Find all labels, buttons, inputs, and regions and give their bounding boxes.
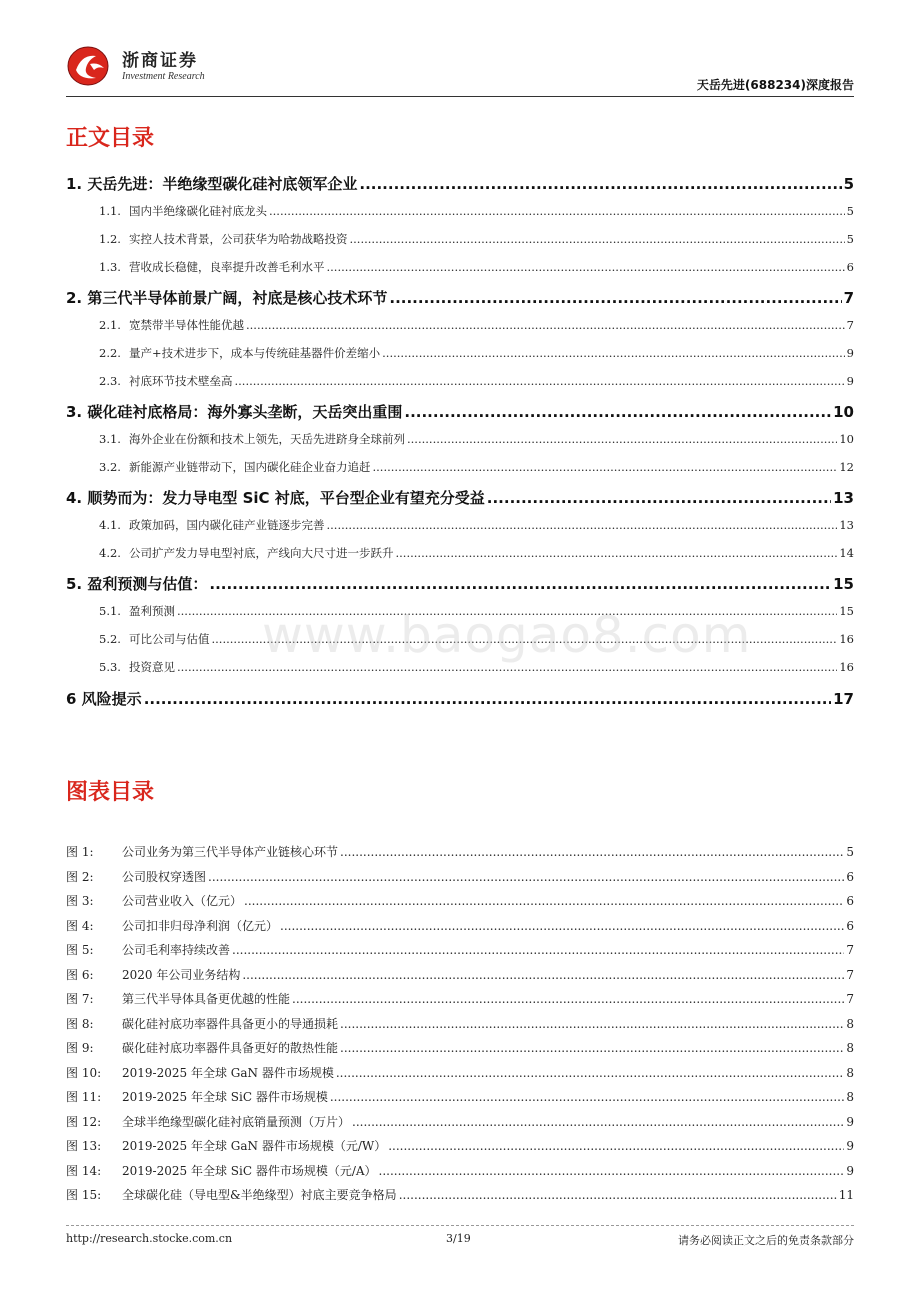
toc-entry-number: 4.1. bbox=[99, 518, 121, 532]
toc-entry-page: 7 bbox=[843, 289, 854, 307]
figure-page: 6 bbox=[846, 869, 854, 884]
figure-entry[interactable] bbox=[66, 990, 854, 1008]
dot-leader bbox=[396, 546, 838, 560]
figure-title: 公司业务为第三代半导体产业链核心环节 bbox=[122, 845, 339, 859]
footer-url[interactable]: http://research.stocke.com.cn bbox=[66, 1232, 233, 1245]
toc-entry-number: 5.1. bbox=[99, 604, 121, 618]
toc-entry-title: 国内半绝缘碳化硅衬底龙头 bbox=[129, 204, 267, 218]
toc-entry-title: 投资意见 bbox=[129, 660, 175, 674]
toc-entry-page: 10 bbox=[839, 432, 854, 446]
toc-entry-number: 1.1. bbox=[99, 204, 121, 218]
figure-entry[interactable] bbox=[66, 1015, 854, 1033]
figure-label: 图 15: bbox=[66, 1188, 102, 1202]
header-divider bbox=[66, 96, 854, 97]
toc-entry-title: 公司扩产发力导电型衬底，产线向大尺寸进一步跃升 bbox=[129, 546, 394, 560]
dot-leader bbox=[336, 1066, 845, 1080]
figure-title: 第三代半导体具备更优越的性能 bbox=[122, 992, 291, 1006]
figure-entry[interactable] bbox=[66, 843, 854, 861]
toc-entry-title: 实控人技术背景，公司获华为哈勃战略投资 bbox=[129, 232, 348, 246]
toc-entry-number: 4. bbox=[66, 489, 83, 507]
toc-entry-number: 3.1. bbox=[99, 432, 121, 446]
toc-entry-page: 17 bbox=[833, 690, 854, 708]
toc-entry-title: 宽禁带半导体性能优越 bbox=[129, 318, 244, 332]
company-logo-icon bbox=[66, 44, 114, 88]
figure-title: 2019-2025 年全球 SiC 器件市场规模 bbox=[122, 1090, 328, 1104]
dot-leader bbox=[269, 204, 845, 218]
dot-leader bbox=[280, 919, 844, 933]
toc-entry-number: 1. bbox=[66, 175, 83, 193]
figure-entry[interactable] bbox=[66, 892, 854, 910]
toc-entry-page: 16 bbox=[839, 660, 854, 674]
toc-entry-page: 6 bbox=[846, 260, 854, 274]
dot-leader bbox=[292, 992, 844, 1006]
toc-entry-number: 2. bbox=[66, 289, 83, 307]
figure-label: 图 12: bbox=[66, 1114, 102, 1129]
dot-leader bbox=[144, 690, 831, 708]
figure-entry[interactable] bbox=[66, 1113, 854, 1131]
dot-leader bbox=[399, 1188, 837, 1202]
toc-chapter-entry[interactable] bbox=[66, 573, 854, 595]
figure-page: 11 bbox=[838, 1188, 854, 1202]
toc-entry-number: 5.3. bbox=[99, 660, 121, 674]
dot-leader bbox=[244, 894, 844, 908]
figure-label: 图 13: bbox=[66, 1139, 102, 1153]
page-header bbox=[66, 42, 854, 98]
figure-label: 图 10: bbox=[66, 1065, 102, 1080]
figure-title: 公司股权穿透图 bbox=[122, 869, 207, 884]
figure-entry[interactable] bbox=[66, 1064, 854, 1082]
toc-entry-title: 海外企业在份额和技术上领先，天岳先进跻身全球前列 bbox=[129, 432, 405, 446]
figure-entry[interactable] bbox=[66, 1088, 854, 1106]
watermark: www.baogao8.com bbox=[262, 606, 752, 664]
dot-leader bbox=[404, 403, 831, 421]
toc-entry-number: 6 bbox=[66, 690, 77, 708]
toc-entry-page: 13 bbox=[839, 518, 854, 532]
figure-title: 2019-2025 年全球 GaN 器件市场规模（元/W） bbox=[122, 1139, 387, 1153]
dot-leader bbox=[208, 870, 844, 884]
toc-entry-page: 15 bbox=[833, 575, 854, 593]
toc-entry-title: 新能源产业链带动下，国内碳化硅企业奋力追赶 bbox=[129, 460, 371, 474]
figure-page: 9 bbox=[846, 1163, 854, 1178]
footer-disclaimer: 请务必阅读正文之后的免责条款部分 bbox=[678, 1234, 854, 1247]
toc-section-entry[interactable] bbox=[66, 373, 854, 391]
dot-leader bbox=[389, 289, 841, 307]
figure-page: 9 bbox=[846, 1139, 854, 1153]
brand-subtitle: Investment Research bbox=[122, 71, 205, 82]
figure-entry[interactable] bbox=[66, 917, 854, 935]
figure-page: 5 bbox=[846, 845, 854, 859]
toc-entry-number: 3. bbox=[66, 403, 83, 421]
figure-page: 7 bbox=[846, 943, 854, 957]
toc-entry-page: 12 bbox=[839, 460, 854, 474]
dot-leader bbox=[232, 943, 844, 957]
toc-entry-number: 2.1. bbox=[99, 318, 121, 332]
figure-title: 全球半绝缘型碳化硅衬底销量预测（万片） bbox=[122, 1114, 351, 1129]
figure-page: 9 bbox=[846, 1114, 854, 1129]
toc-entry-page: 9 bbox=[846, 374, 854, 388]
toc-entry-page: 5 bbox=[843, 175, 854, 193]
toc-section-entry[interactable] bbox=[66, 345, 854, 363]
toc-entry-title: 盈利预测与估值： bbox=[87, 575, 208, 593]
toc-entry-page: 7 bbox=[846, 318, 854, 332]
dot-leader bbox=[340, 1017, 844, 1031]
dot-leader bbox=[327, 260, 845, 274]
footer-divider bbox=[66, 1225, 854, 1226]
toc-entry-title: 第三代半导体前景广阔，衬底是核心技术环节 bbox=[87, 289, 388, 307]
figure-title: 公司扣非归母净利润（亿元） bbox=[122, 918, 279, 933]
toc-entry-title: 营收成长稳健，良率提升改善毛利水平 bbox=[129, 260, 325, 274]
figure-page: 8 bbox=[846, 1016, 854, 1031]
figure-title: 2020 年公司业务结构 bbox=[122, 967, 241, 982]
dot-leader bbox=[382, 346, 845, 360]
figure-title: 碳化硅衬底功率器件具备更小的导通损耗 bbox=[122, 1016, 339, 1031]
toc-chapter-entry[interactable] bbox=[66, 487, 854, 509]
figure-label: 图 5: bbox=[66, 943, 94, 957]
dot-leader bbox=[379, 1164, 845, 1178]
dot-leader bbox=[407, 432, 837, 446]
figure-list-heading: 图表目录 bbox=[66, 780, 155, 805]
toc-entry-title: 顺势而为：发力导电型 SiC 衬底，平台型企业有望充分受益 bbox=[87, 489, 485, 507]
dot-leader bbox=[388, 1139, 844, 1153]
dot-leader bbox=[327, 518, 838, 532]
dot-leader bbox=[373, 460, 838, 474]
figure-page: 6 bbox=[846, 918, 854, 933]
toc-entry-page: 14 bbox=[839, 546, 854, 560]
dot-leader bbox=[352, 1115, 844, 1129]
figure-label: 图 3: bbox=[66, 894, 94, 908]
figure-entry[interactable] bbox=[66, 941, 854, 959]
toc-section-entry[interactable] bbox=[66, 317, 854, 335]
toc-entry-number: 1.2. bbox=[99, 232, 121, 246]
figure-title: 2019-2025 年全球 GaN 器件市场规模 bbox=[122, 1065, 334, 1080]
toc-chapter-entry[interactable] bbox=[66, 401, 854, 423]
figure-entry[interactable] bbox=[66, 1162, 854, 1180]
figure-label: 图 11: bbox=[66, 1090, 102, 1104]
figure-entry[interactable] bbox=[66, 1137, 854, 1155]
toc-chapter-entry[interactable] bbox=[66, 688, 854, 710]
figure-label: 图 8: bbox=[66, 1016, 94, 1031]
toc-heading: 正文目录 bbox=[66, 126, 155, 151]
toc-entry-title: 衬底环节技术壁垒高 bbox=[129, 374, 233, 388]
dot-leader bbox=[350, 232, 845, 246]
dot-leader bbox=[235, 374, 845, 388]
toc-chapter-entry[interactable] bbox=[66, 173, 854, 195]
figure-label: 图 14: bbox=[66, 1163, 102, 1178]
dot-leader bbox=[209, 575, 831, 593]
toc-entry-page: 16 bbox=[839, 632, 854, 646]
toc-section-entry[interactable] bbox=[66, 431, 854, 449]
brand-name: 浙商证券 bbox=[122, 51, 198, 71]
toc-entry-page: 15 bbox=[839, 604, 854, 618]
figure-entry[interactable] bbox=[66, 966, 854, 984]
toc-entry-title: 天岳先进：半绝缘型碳化硅衬底领军企业 bbox=[87, 175, 358, 193]
toc-entry-title: 风险提示 bbox=[81, 690, 142, 708]
toc-entry-page: 5 bbox=[846, 204, 854, 218]
figure-label: 图 7: bbox=[66, 992, 94, 1006]
toc-entry-number: 1.3. bbox=[99, 260, 121, 274]
dot-leader bbox=[242, 968, 844, 982]
toc-entry-title: 可比公司与估值 bbox=[129, 632, 210, 646]
figure-page: 7 bbox=[846, 967, 854, 982]
figure-entry[interactable] bbox=[66, 1186, 854, 1204]
toc-entry-page: 13 bbox=[833, 489, 854, 507]
figure-page: 8 bbox=[846, 1041, 854, 1055]
figure-page: 7 bbox=[846, 992, 854, 1006]
figure-label: 图 2: bbox=[66, 869, 94, 884]
toc-section-entry[interactable] bbox=[66, 259, 854, 277]
toc-entry-number: 2.2. bbox=[99, 346, 121, 360]
figure-page: 6 bbox=[846, 894, 854, 908]
report-title: 天岳先进(688234)深度报告 bbox=[696, 78, 854, 92]
toc-entry-title: 碳化硅衬底格局：海外寡头垄断，天岳突出重围 bbox=[87, 403, 403, 421]
toc-entry-page: 10 bbox=[833, 403, 854, 421]
toc-entry-page: 9 bbox=[846, 346, 854, 360]
toc-entry-number: 5.2. bbox=[99, 632, 121, 646]
toc-entry-title: 政策加码，国内碳化硅产业链逐步完善 bbox=[129, 518, 325, 532]
figure-entry[interactable] bbox=[66, 868, 854, 886]
toc-section-entry[interactable] bbox=[66, 203, 854, 221]
dot-leader bbox=[487, 489, 831, 507]
dot-leader bbox=[359, 175, 841, 193]
toc-entry-number: 4.2. bbox=[99, 546, 121, 560]
toc-section-entry[interactable] bbox=[66, 517, 854, 535]
figure-label: 图 4: bbox=[66, 918, 94, 933]
dot-leader bbox=[340, 845, 844, 859]
figure-entry[interactable] bbox=[66, 1039, 854, 1057]
toc-entry-title: 盈利预测 bbox=[129, 604, 175, 618]
toc-chapter-entry[interactable] bbox=[66, 287, 854, 309]
toc-entry-number: 3.2. bbox=[99, 460, 121, 474]
dot-leader bbox=[330, 1090, 845, 1104]
figure-title: 公司营业收入（亿元） bbox=[122, 894, 243, 908]
toc-entry-title: 量产+技术进步下，成本与传统硅基器件价差缩小 bbox=[129, 346, 381, 360]
figure-page: 8 bbox=[846, 1090, 854, 1104]
figure-title: 碳化硅衬底功率器件具备更好的散热性能 bbox=[122, 1041, 339, 1055]
toc-section-entry[interactable] bbox=[66, 459, 854, 477]
toc-section-entry[interactable] bbox=[66, 231, 854, 249]
figure-label: 图 1: bbox=[66, 845, 94, 859]
toc-section-entry[interactable] bbox=[66, 545, 854, 563]
toc-entry-page: 5 bbox=[846, 232, 854, 246]
dot-leader bbox=[340, 1041, 844, 1055]
toc-entry-number: 5. bbox=[66, 575, 83, 593]
figure-title: 全球碳化硅（导电型&半绝缘型）衬底主要竞争格局 bbox=[122, 1188, 397, 1202]
dot-leader bbox=[246, 318, 845, 332]
footer-page-number: 3/19 bbox=[446, 1232, 471, 1245]
toc-entry-number: 2.3. bbox=[99, 374, 121, 388]
figure-label: 图 9: bbox=[66, 1041, 94, 1055]
figure-label: 图 6: bbox=[66, 967, 94, 982]
figure-title: 2019-2025 年全球 SiC 器件市场规模（元/A） bbox=[122, 1163, 377, 1178]
figure-page: 8 bbox=[846, 1065, 854, 1080]
figure-title: 公司毛利率持续改善 bbox=[122, 943, 231, 957]
